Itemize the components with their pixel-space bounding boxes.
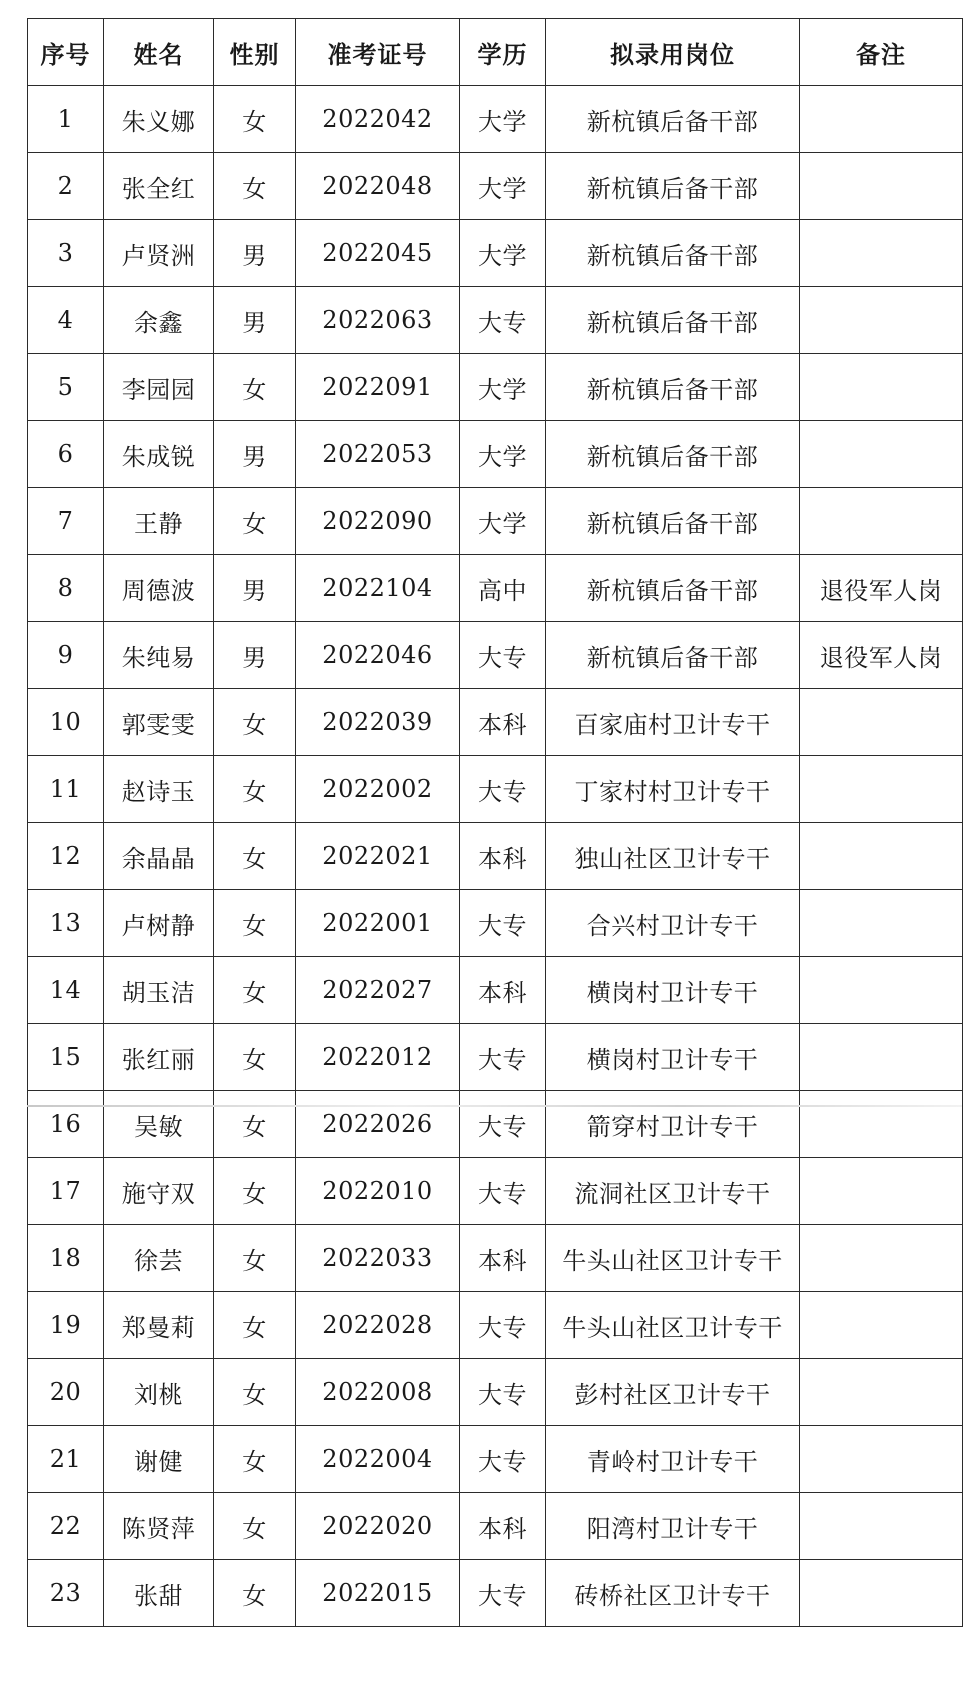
cell-gender: 女 (214, 689, 296, 756)
table-row (28, 1560, 963, 1627)
cell-gender: 女 (214, 1359, 296, 1426)
cell-education: 本科 (460, 1225, 546, 1292)
table-row (28, 1359, 963, 1426)
cell-education: 大专 (460, 1024, 546, 1091)
table-header (28, 19, 963, 86)
table-row (28, 354, 963, 421)
cell-remarks (800, 756, 963, 823)
cell-seq: 17 (28, 1158, 104, 1225)
cell-education: 本科 (460, 1493, 546, 1560)
table-row (28, 86, 963, 153)
cell-name: 赵诗玉 (104, 756, 214, 823)
cell-position: 箭穿村卫计专干 (546, 1091, 800, 1158)
cell-position: 新杭镇后备干部 (546, 421, 800, 488)
cell-name: 周德波 (104, 555, 214, 622)
cell-remarks (800, 1359, 963, 1426)
table-row (28, 1292, 963, 1359)
cell-remarks (800, 890, 963, 957)
hiring-roster-table (27, 18, 963, 1627)
cell-education: 大专 (460, 287, 546, 354)
cell-seq: 16 (28, 1091, 104, 1158)
cell-education: 高中 (460, 555, 546, 622)
cell-remarks (800, 1493, 963, 1560)
cell-seq: 12 (28, 823, 104, 890)
cell-gender: 女 (214, 488, 296, 555)
cell-remarks (800, 153, 963, 220)
cell-name: 谢健 (104, 1426, 214, 1493)
cell-gender: 女 (214, 756, 296, 823)
cell-exam-id: 2022046 (296, 622, 460, 689)
cell-name: 刘桃 (104, 1359, 214, 1426)
cell-remarks (800, 220, 963, 287)
cell-exam-id: 2022020 (296, 1493, 460, 1560)
cell-position: 新杭镇后备干部 (546, 488, 800, 555)
cell-remarks (800, 421, 963, 488)
cell-remarks (800, 354, 963, 421)
cell-education: 大专 (460, 1359, 546, 1426)
cell-education: 大学 (460, 86, 546, 153)
cell-exam-id: 2022010 (296, 1158, 460, 1225)
cell-seq: 20 (28, 1359, 104, 1426)
cell-gender: 女 (214, 86, 296, 153)
table-row (28, 756, 963, 823)
cell-gender: 男 (214, 622, 296, 689)
table-row (28, 957, 963, 1024)
cell-remarks (800, 1292, 963, 1359)
cell-position: 新杭镇后备干部 (546, 287, 800, 354)
cell-position: 彭村社区卫计专干 (546, 1359, 800, 1426)
cell-gender: 女 (214, 1225, 296, 1292)
cell-gender: 女 (214, 1024, 296, 1091)
cell-name: 余晶晶 (104, 823, 214, 890)
table-row (28, 890, 963, 957)
cell-position: 牛头山社区卫计专干 (546, 1292, 800, 1359)
cell-position: 百家庙村卫计专干 (546, 689, 800, 756)
table-row (28, 1158, 963, 1225)
cell-exam-id: 2022001 (296, 890, 460, 957)
cell-exam-id: 2022008 (296, 1359, 460, 1426)
table-row (28, 555, 963, 622)
table-row (28, 1493, 963, 1560)
cell-remarks: 退役军人岗 (800, 622, 963, 689)
table-row (28, 823, 963, 890)
cell-name: 胡玉洁 (104, 957, 214, 1024)
cell-name: 徐芸 (104, 1225, 214, 1292)
cell-seq: 21 (28, 1426, 104, 1493)
cell-position: 新杭镇后备干部 (546, 86, 800, 153)
cell-name: 朱义娜 (104, 86, 214, 153)
cell-education: 大专 (460, 1560, 546, 1627)
header-name: 姓名 (104, 19, 214, 86)
cell-exam-id: 2022028 (296, 1292, 460, 1359)
cell-education: 大学 (460, 153, 546, 220)
cell-exam-id: 2022015 (296, 1560, 460, 1627)
cell-gender: 女 (214, 1560, 296, 1627)
table-row (28, 153, 963, 220)
cell-position: 合兴村卫计专干 (546, 890, 800, 957)
cell-gender: 女 (214, 1091, 296, 1158)
cell-position: 丁家村村卫计专干 (546, 756, 800, 823)
table-row (28, 421, 963, 488)
cell-seq: 3 (28, 220, 104, 287)
cell-seq: 6 (28, 421, 104, 488)
cell-education: 大学 (460, 220, 546, 287)
cell-education: 大专 (460, 1426, 546, 1493)
table-row (28, 1024, 963, 1091)
cell-name: 卢树静 (104, 890, 214, 957)
cell-exam-id: 2022012 (296, 1024, 460, 1091)
header-position: 拟录用岗位 (546, 19, 800, 86)
cell-remarks (800, 86, 963, 153)
header-row (28, 19, 963, 86)
cell-exam-id: 2022004 (296, 1426, 460, 1493)
table-row (28, 488, 963, 555)
cell-name: 余鑫 (104, 287, 214, 354)
cell-position: 新杭镇后备干部 (546, 354, 800, 421)
cell-education: 大学 (460, 421, 546, 488)
cell-position: 流洞社区卫计专干 (546, 1158, 800, 1225)
cell-exam-id: 2022027 (296, 957, 460, 1024)
cell-exam-id: 2022033 (296, 1225, 460, 1292)
cell-name: 郑曼莉 (104, 1292, 214, 1359)
page-seam-divider (27, 1105, 962, 1107)
cell-remarks (800, 823, 963, 890)
cell-remarks (800, 488, 963, 555)
table-row (28, 287, 963, 354)
cell-remarks: 退役军人岗 (800, 555, 963, 622)
table-row (28, 220, 963, 287)
header-seq: 序号 (28, 19, 104, 86)
cell-exam-id: 2022063 (296, 287, 460, 354)
table-row (28, 1426, 963, 1493)
header-exam-id: 准考证号 (296, 19, 460, 86)
table-row (28, 689, 963, 756)
cell-position: 新杭镇后备干部 (546, 220, 800, 287)
cell-seq: 13 (28, 890, 104, 957)
cell-name: 郭雯雯 (104, 689, 214, 756)
cell-seq: 4 (28, 287, 104, 354)
cell-gender: 女 (214, 153, 296, 220)
cell-name: 张红丽 (104, 1024, 214, 1091)
cell-education: 本科 (460, 689, 546, 756)
cell-remarks (800, 1024, 963, 1091)
cell-seq: 18 (28, 1225, 104, 1292)
cell-remarks (800, 1225, 963, 1292)
cell-position: 砖桥社区卫计专干 (546, 1560, 800, 1627)
cell-remarks (800, 1091, 963, 1158)
cell-gender: 男 (214, 220, 296, 287)
cell-education: 本科 (460, 957, 546, 1024)
cell-gender: 女 (214, 354, 296, 421)
cell-seq: 9 (28, 622, 104, 689)
cell-exam-id: 2022048 (296, 153, 460, 220)
cell-name: 陈贤萍 (104, 1493, 214, 1560)
cell-gender: 男 (214, 421, 296, 488)
cell-education: 本科 (460, 823, 546, 890)
cell-position: 牛头山社区卫计专干 (546, 1225, 800, 1292)
cell-exam-id: 2022045 (296, 220, 460, 287)
cell-seq: 8 (28, 555, 104, 622)
cell-seq: 14 (28, 957, 104, 1024)
cell-seq: 23 (28, 1560, 104, 1627)
header-education: 学历 (460, 19, 546, 86)
cell-position: 横岗村卫计专干 (546, 1024, 800, 1091)
cell-remarks (800, 689, 963, 756)
cell-gender: 女 (214, 1426, 296, 1493)
cell-seq: 19 (28, 1292, 104, 1359)
cell-position: 新杭镇后备干部 (546, 622, 800, 689)
cell-name: 朱纯易 (104, 622, 214, 689)
cell-name: 张全红 (104, 153, 214, 220)
cell-exam-id: 2022042 (296, 86, 460, 153)
cell-name: 朱成锐 (104, 421, 214, 488)
cell-gender: 男 (214, 287, 296, 354)
cell-seq: 7 (28, 488, 104, 555)
cell-gender: 女 (214, 957, 296, 1024)
cell-position: 独山社区卫计专干 (546, 823, 800, 890)
cell-education: 大专 (460, 890, 546, 957)
cell-remarks (800, 1426, 963, 1493)
table-row (28, 1225, 963, 1292)
table-body (28, 86, 963, 1627)
header-gender: 性别 (214, 19, 296, 86)
cell-seq: 11 (28, 756, 104, 823)
cell-gender: 女 (214, 1292, 296, 1359)
cell-position: 新杭镇后备干部 (546, 153, 800, 220)
cell-position: 阳湾村卫计专干 (546, 1493, 800, 1560)
cell-remarks (800, 287, 963, 354)
cell-name: 吴敏 (104, 1091, 214, 1158)
cell-gender: 女 (214, 1493, 296, 1560)
cell-name: 施守双 (104, 1158, 214, 1225)
cell-remarks (800, 957, 963, 1024)
cell-name: 王静 (104, 488, 214, 555)
cell-gender: 女 (214, 823, 296, 890)
cell-seq: 1 (28, 86, 104, 153)
cell-exam-id: 2022026 (296, 1091, 460, 1158)
header-remarks: 备注 (800, 19, 963, 86)
cell-name: 李园园 (104, 354, 214, 421)
cell-seq: 22 (28, 1493, 104, 1560)
cell-name: 卢贤洲 (104, 220, 214, 287)
cell-gender: 女 (214, 890, 296, 957)
cell-exam-id: 2022090 (296, 488, 460, 555)
cell-education: 大专 (460, 1091, 546, 1158)
cell-seq: 15 (28, 1024, 104, 1091)
cell-position: 新杭镇后备干部 (546, 555, 800, 622)
cell-exam-id: 2022039 (296, 689, 460, 756)
cell-education: 大学 (460, 354, 546, 421)
cell-exam-id: 2022021 (296, 823, 460, 890)
cell-name: 张甜 (104, 1560, 214, 1627)
cell-education: 大专 (460, 1292, 546, 1359)
cell-seq: 2 (28, 153, 104, 220)
cell-exam-id: 2022053 (296, 421, 460, 488)
cell-gender: 男 (214, 555, 296, 622)
cell-education: 大专 (460, 756, 546, 823)
cell-education: 大专 (460, 622, 546, 689)
cell-remarks (800, 1560, 963, 1627)
cell-gender: 女 (214, 1158, 296, 1225)
cell-exam-id: 2022091 (296, 354, 460, 421)
cell-position: 横岗村卫计专干 (546, 957, 800, 1024)
table-row (28, 622, 963, 689)
table-row (28, 1091, 963, 1158)
cell-seq: 5 (28, 354, 104, 421)
cell-education: 大专 (460, 1158, 546, 1225)
cell-education: 大学 (460, 488, 546, 555)
cell-remarks (800, 1158, 963, 1225)
cell-position: 青岭村卫计专干 (546, 1426, 800, 1493)
cell-seq: 10 (28, 689, 104, 756)
cell-exam-id: 2022002 (296, 756, 460, 823)
cell-exam-id: 2022104 (296, 555, 460, 622)
